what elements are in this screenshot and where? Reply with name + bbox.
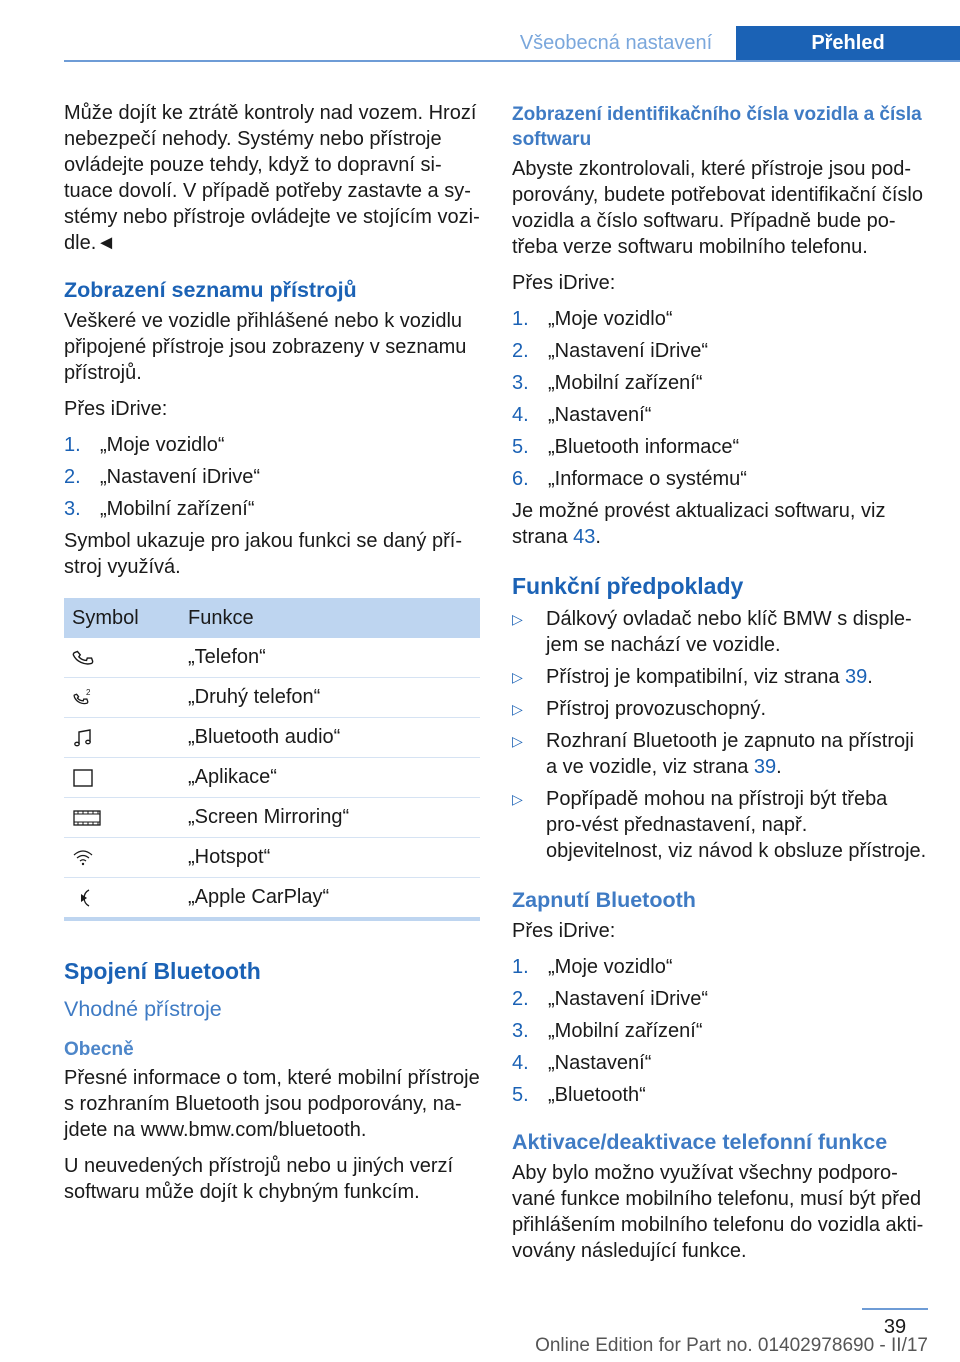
step-number: 4. [512, 1052, 529, 1074]
bluetooth-on-steps [512, 954, 928, 1114]
ident-steps [512, 306, 928, 498]
step-number: 5. [512, 1084, 529, 1106]
step-item [64, 464, 480, 496]
step-item [64, 432, 480, 464]
table-row [64, 638, 480, 678]
activate-paragraph: Aby bylo možno využívat všechny podporo‐vané funkce mobilního telefonu, musí být před přihlášením mobilního telefonu do vozidla akti‐vovány následující funkce. [512, 1162, 924, 1262]
triangle-bullet-icon: ▷ [512, 701, 523, 717]
via-idrive-label: Přes iDrive: [64, 398, 168, 420]
step-text: „Mobilní zařízení“ [548, 1020, 703, 1042]
page-link[interactable]: 39 [845, 666, 868, 688]
via-idrive-label: Přes iDrive: [512, 920, 616, 942]
list-item-punct: . [867, 666, 873, 688]
step-number: 3. [512, 372, 529, 394]
step-text: „Nastavení iDrive“ [548, 340, 709, 362]
step-text: „Bluetooth informace“ [548, 436, 740, 458]
prerequisites-list [512, 606, 928, 864]
step-text: „Bluetooth“ [548, 1084, 646, 1106]
step-item [512, 466, 928, 498]
triangle-bullet-icon: ▷ [512, 669, 523, 685]
step-text: „Informace o systému“ [548, 468, 747, 490]
step-item [512, 370, 928, 402]
footer-divider [862, 1308, 928, 1310]
via-idrive-label: Přes iDrive: [512, 272, 616, 294]
table-row [64, 878, 480, 918]
step-text: „Nastavení“ [548, 404, 652, 426]
music-note-icon [72, 727, 94, 749]
step-number: 2. [512, 988, 529, 1010]
table-row [64, 758, 480, 798]
step-item [512, 402, 928, 434]
list-item-text: Dálkový ovladač nebo klíč BMW s disple‐jem se nachází ve vozidle. [546, 608, 912, 656]
function-label: „Hotspot“ [180, 838, 480, 878]
step-item [512, 306, 928, 338]
step-number: 2. [512, 340, 529, 362]
step-item [512, 954, 928, 986]
function-label: „Aplikace“ [180, 758, 480, 798]
symbol-paragraph: Symbol ukazuje pro jakou funkci se daný pří‐stroj využívá. [64, 530, 462, 578]
step-text: „Moje vozidlo“ [548, 308, 673, 330]
warning-paragraph: Může dojít ke ztrátě kontroly nad vozem. Hrozí nebezpečí nehody. Systémy nebo přístroje ovládejte pouze tehdy, když to dopravní si‐tuace dovolí. V případě potřeby zastavte a sy‐stémy nebo přístroje ovládejte ve stojícím vozi‐dle.◄ [64, 102, 480, 254]
device-list-paragraph: Veškeré ve vozidle přihlášené nebo k vozidlu připojené přístroje jsou zobrazeny v seznamu přístrojů. [64, 310, 467, 384]
step-item [64, 496, 480, 528]
svg-text:2: 2 [86, 687, 91, 697]
step-number: 4. [512, 404, 529, 426]
table-bottom-rule [64, 917, 480, 921]
step-text: „Mobilní zařízení“ [100, 498, 255, 520]
column-header-symbol: Symbol [64, 598, 180, 638]
list-item [512, 606, 928, 658]
list-item [512, 728, 928, 780]
list-item [512, 664, 928, 690]
list-item-text: Přístroj provozuschopný. [546, 698, 767, 720]
step-number: 3. [512, 1020, 529, 1042]
list-item-text: Přístroj je kompatibilní, viz strana [546, 666, 845, 688]
step-item [512, 434, 928, 466]
step-item [512, 986, 928, 1018]
right-column [512, 100, 928, 1274]
bluetooth-connection-heading: Spojení Bluetooth [64, 958, 261, 984]
carplay-icon [72, 887, 94, 909]
phone-icon [72, 647, 94, 669]
triangle-bullet-icon: ▷ [512, 611, 523, 627]
edition-note: Online Edition for Part no. 01402978690 - II/17 [535, 1335, 928, 1356]
apps-icon [72, 767, 94, 789]
column-header-function: Funkce [180, 598, 480, 638]
step-text: „Nastavení iDrive“ [100, 466, 261, 488]
prerequisites-heading: Funkční předpoklady [512, 573, 744, 599]
page-link[interactable]: 43 [573, 526, 596, 548]
page-header [0, 0, 960, 62]
table-row [64, 838, 480, 878]
step-item [512, 1082, 928, 1114]
overview-tab[interactable]: Přehled [736, 26, 960, 62]
general-heading: Obecně [64, 1039, 134, 1060]
step-text: „Nastavení“ [548, 1052, 652, 1074]
list-item-punct: . [776, 756, 782, 778]
table-row [64, 798, 480, 838]
step-number: 6. [512, 468, 529, 490]
step-number: 1. [512, 308, 529, 330]
step-text: „Moje vozidlo“ [548, 956, 673, 978]
general-paragraph-2: U neuvedených přístrojů nebo u jiných verzí softwaru může dojít k chybným funkcím. [64, 1155, 454, 1203]
list-item [512, 696, 928, 722]
suitable-devices-heading: Vhodné přístroje [64, 997, 222, 1021]
triangle-bullet-icon: ▷ [512, 733, 523, 749]
table-header-row [64, 598, 480, 638]
software-update-text: Je možné provést aktualizaci softwaru, viz strana [512, 500, 886, 548]
function-label: „Telefon“ [180, 638, 480, 678]
ident-number-heading: Zobrazení identifikačního čísla vozidla a čísla softwaru [512, 104, 922, 150]
step-item [512, 1050, 928, 1082]
device-list-steps [64, 432, 480, 528]
list-item-text: Popřípadě mohou na přístroji být třeba pro‐vést přednastavení, např. objevitelnost, viz návod k obsluze přístroje. [546, 788, 927, 862]
general-paragraph-1: Přesné informace o tom, které mobilní přístroje s rozhraním Bluetooth jsou podporovány, na‐jdete na www.bmw.com/bluetooth. [64, 1067, 480, 1141]
step-number: 5. [512, 436, 529, 458]
bluetooth-on-heading: Zapnutí Bluetooth [512, 888, 696, 912]
function-label: „Apple CarPlay“ [188, 886, 330, 908]
function-label: „Bluetooth audio“ [180, 718, 480, 758]
device-list-heading: Zobrazení seznamu přístrojů [64, 278, 357, 302]
step-number: 2. [64, 466, 81, 488]
function-label: „Druhý telefon“ [180, 678, 480, 718]
symbol-table [64, 598, 480, 917]
list-item-text: Rozhraní Bluetooth je zapnuto na přístroji a ve vozidle, viz strana [546, 730, 914, 778]
step-text: „Nastavení iDrive“ [548, 988, 709, 1010]
step-item [512, 1018, 928, 1050]
activate-phone-heading: Aktivace/deaktivace telefonní funkce [512, 1130, 888, 1154]
triangle-bullet-icon: ▷ [512, 791, 523, 807]
table-row [64, 718, 480, 758]
step-item [512, 338, 928, 370]
page-link[interactable]: 39 [753, 756, 777, 778]
header-divider [64, 60, 960, 62]
screen-mirroring-icon [72, 807, 102, 829]
step-text: „Moje vozidlo“ [100, 434, 225, 456]
step-number: 1. [64, 434, 81, 456]
table-row [64, 678, 480, 718]
software-update-paragraph: Je možné provést aktualizaci softwaru, viz strana 43. [512, 500, 886, 548]
second-phone-icon [72, 687, 94, 709]
page-number: 39 [883, 1316, 907, 1338]
ident-paragraph: Abyste zkontrolovali, které přístroje jsou pod‐porovány, budete potřebovat identifikační číslo vozidla a číslo softwaru. Případně bude po‐třeba verze softwaru mobilního telefonu. [512, 158, 923, 258]
list-item [512, 786, 928, 864]
step-number: 1. [512, 956, 529, 978]
step-text: „Mobilní zařízení“ [548, 372, 703, 394]
section-tab[interactable]: Všeobecná nastavení [519, 32, 713, 54]
function-label: „Screen Mirroring“ [180, 798, 480, 838]
wifi-hotspot-icon [72, 847, 94, 869]
left-column [64, 100, 480, 1215]
step-number: 3. [64, 498, 81, 520]
